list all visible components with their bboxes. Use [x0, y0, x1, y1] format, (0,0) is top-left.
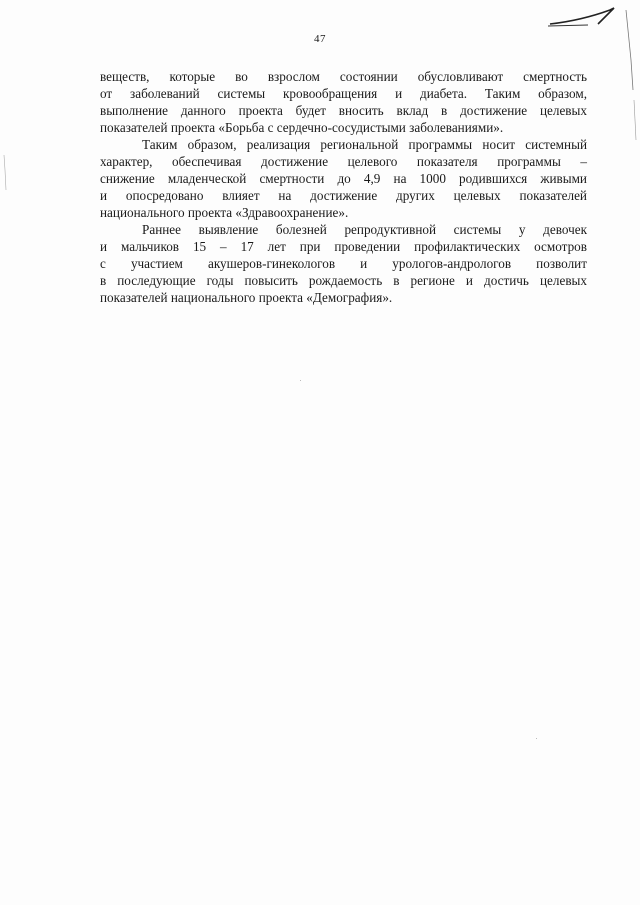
- text-line: Раннее выявление болезней репродуктивной системы у девочек: [142, 222, 587, 237]
- scan-speck: [536, 738, 537, 739]
- text-line: снижение младенческой смертности до 4,9 на 1000 родившихся живыми: [100, 171, 587, 186]
- page-number: 47: [314, 33, 326, 45]
- paragraph-2: [100, 136, 587, 221]
- text-line: показателей проекта «Борьба с сердечно-сосудистыми заболеваниями».: [100, 120, 504, 135]
- text-line: показателей национального проекта «Демография».: [100, 290, 393, 305]
- text-line: с участием акушеров-гинекологов и урологов-андрологов позволит: [100, 256, 587, 271]
- text-line: от заболеваний системы кровообращения и диабета. Таким образом,: [100, 86, 587, 101]
- text-line: и опосредовано влияет на достижение других целевых показателей: [100, 188, 587, 203]
- paragraph-3: [100, 221, 587, 306]
- text-line: характер, обеспечивая достижение целевого показателя программы –: [100, 154, 587, 169]
- scan-edge-marks: [620, 0, 640, 160]
- text-line: выполнение данного проекта будет вносить вклад в достижение целевых: [100, 103, 587, 118]
- text-line: национального проекта «Здравоохранение».: [100, 205, 349, 220]
- paragraph-1: [100, 68, 587, 136]
- text-line: Таким образом, реализация региональной программы носит системный: [142, 137, 587, 152]
- text-line: и мальчиков 15 – 17 лет при проведении профилактических осмотров: [100, 239, 587, 254]
- pen-stroke-mark: [548, 4, 618, 34]
- text-line: веществ, которые во взрослом состоянии обусловливают смертность: [100, 69, 587, 84]
- body-text: [100, 68, 587, 306]
- scan-left-marks: [0, 150, 12, 210]
- text-line: в последующие годы повысить рождаемость в регионе и достичь целевых: [100, 273, 587, 288]
- scan-speck: [300, 380, 301, 381]
